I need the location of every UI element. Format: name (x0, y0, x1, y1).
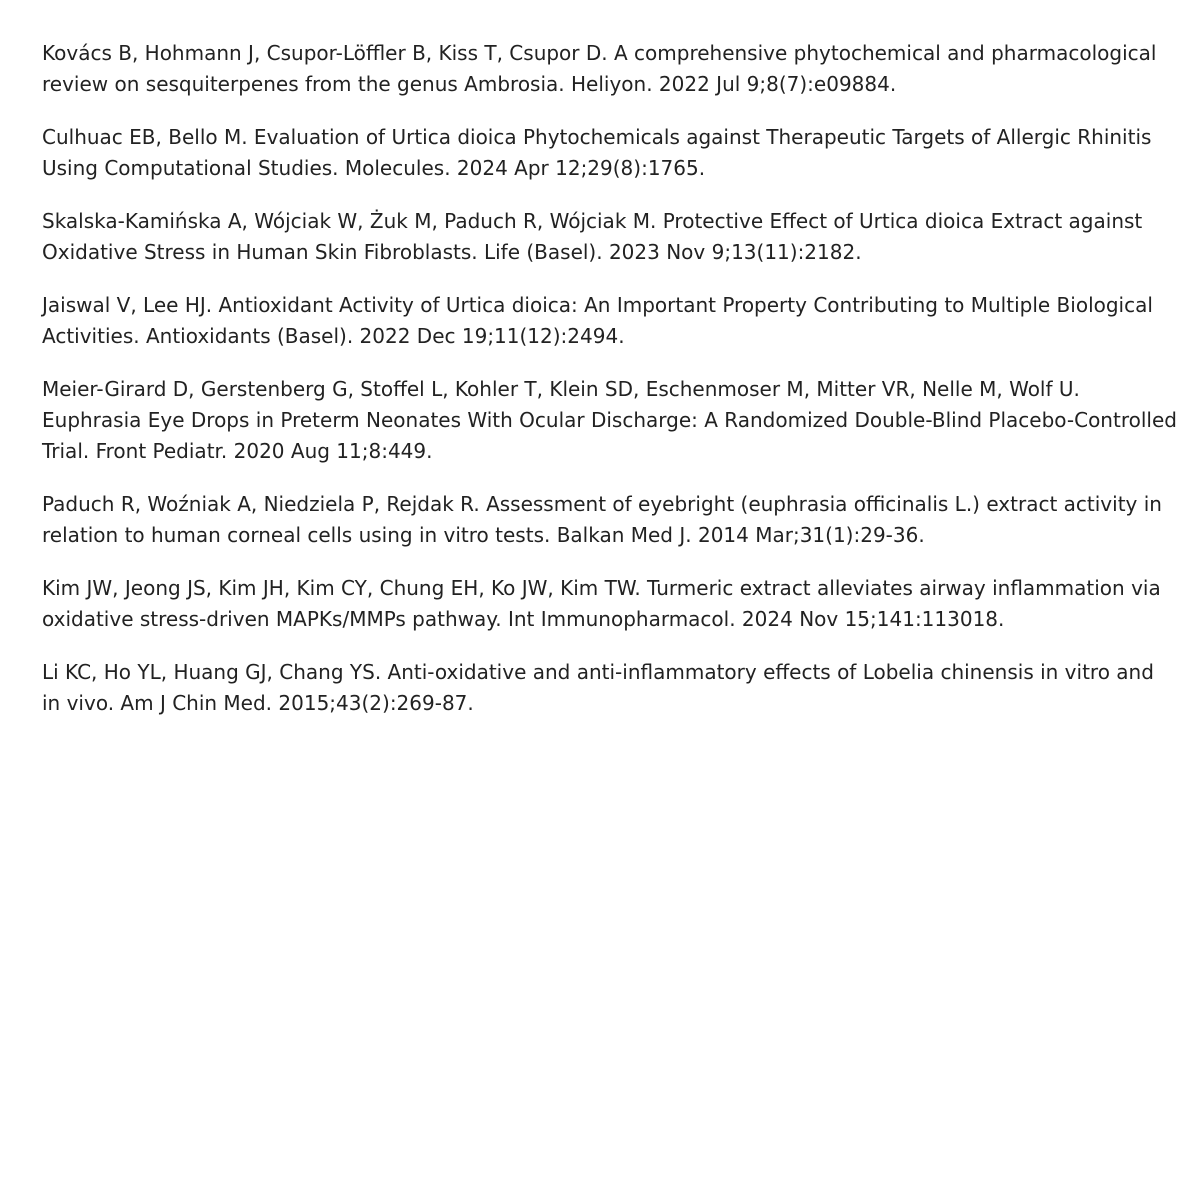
reference-item (42, 38, 1178, 100)
reference-text: Jaiswal V, Lee HJ. Antioxidant Activity of Urtica dioica: An Important Property Contributing to Multiple Biological Activities. Antioxidants (Basel). 2022 Dec 19;11(12):2494. (42, 293, 1153, 348)
reference-text: Meier-Girard D, Gerstenberg G, Stoffel L, Kohler T, Klein SD, Eschenmoser M, Mitter VR, Nelle M, Wolf U. Euphrasia Eye Drops in Preterm Neonates With Ocular Discharge: A Randomized Double-Blind Placebo-Controlled Trial. Front Pediatr. 2020 Aug 11;8:449. (42, 377, 1177, 463)
reference-item (42, 573, 1178, 635)
reference-item (42, 206, 1178, 268)
reference-text: Kim JW, Jeong JS, Kim JH, Kim CY, Chung EH, Ko JW, Kim TW. Turmeric extract alleviates airway inflammation via oxidative stress-driven MAPKs/MMPs pathway. Int Immunopharmacol. 2024 Nov 15;141:113018. (42, 576, 1161, 631)
reference-text: Skalska-Kamińska A, Wójciak W, Żuk M, Paduch R, Wójciak M. Protective Effect of Urtica dioica Extract against Oxidative Stress in Human Skin Fibroblasts. Life (Basel). 2023 Nov 9;13(11):2182. (42, 209, 1143, 264)
reference-text: Culhuac EB, Bello M. Evaluation of Urtica dioica Phytochemicals against Therapeutic Targets of Allergic Rhinitis Using Computational Studies. Molecules. 2024 Apr 12;29(8):1765. (42, 125, 1152, 180)
reference-text: Li KC, Ho YL, Huang GJ, Chang YS. Anti-oxidative and anti-inflammatory effects of Lobelia chinensis in vitro and in vivo. Am J Chin Med. 2015;43(2):269-87. (42, 660, 1154, 715)
reference-item (42, 657, 1178, 719)
reference-item (42, 489, 1178, 551)
reference-list (42, 38, 1178, 741)
reference-item (42, 122, 1178, 184)
reference-text: Paduch R, Woźniak A, Niedziela P, Rejdak R. Assessment of eyebright (euphrasia officinalis L.) extract activity in relation to human corneal cells using in vitro tests. Balkan Med J. 2014 Mar;31(1):29-36. (42, 492, 1162, 547)
reference-item (42, 374, 1178, 467)
reference-text: Kovács B, Hohmann J, Csupor-Löffler B, Kiss T, Csupor D. A comprehensive phytochemical and pharmacological review on sesquiterpenes from the genus Ambrosia. Heliyon. 2022 Jul 9;8(7):e09884. (42, 41, 1157, 96)
reference-item (42, 290, 1178, 352)
